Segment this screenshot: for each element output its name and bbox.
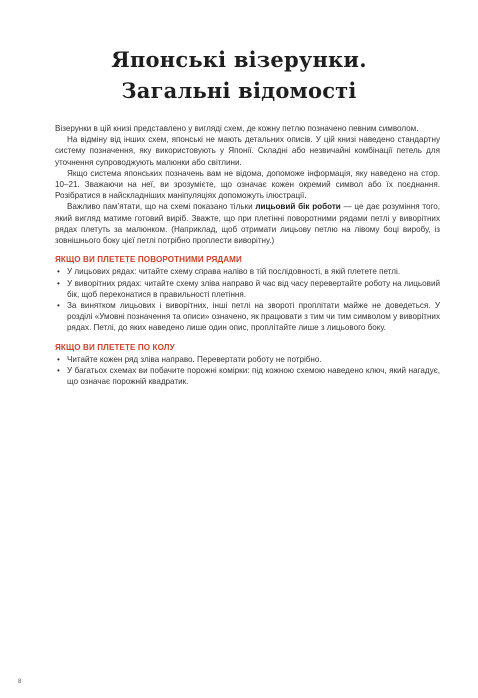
bullet-icon: •	[57, 301, 60, 311]
intro-paragraph-3: Якщо система японських позначень вам не відома, допоможе інформація, яку наведено на стор. 10–21. Зважаючи на неї, ви зрозумієте, що означає кожен окремий символ або їх поєднання. Розібратися в найскладніших маніпуляціях допоможуть ілюстрації.	[55, 168, 440, 201]
list-item	[55, 266, 440, 277]
section-heading-round: ЯКЩО ВИ ПЛЕТЕТЕ ПО КОЛУ	[55, 342, 175, 352]
intro-paragraph-4-start: Важливо пам’ятати, що на схемі показано тільки	[67, 202, 256, 212]
list-item-text: За винятком лицьових і виворітних, інші петлі на звороті проплітати майже не доведеться. У розділі «Умовні позначення та описи» означено, як працювати з тим чи тим символом у виворітних рядах. Петлі, до яких наведено лише один опис, проплітайте лише з лицьового боку.	[67, 301, 440, 333]
list-item	[55, 365, 440, 387]
bullet-icon: •	[57, 278, 60, 288]
list-item-text: У багатьох схемах ви побачите порожні комірки: під кожною схемою наведено ключ, який нагадує, що означає порожній квадратик.	[67, 366, 440, 387]
round-bullet-list	[55, 354, 440, 388]
list-item-text: Читайте кожен ряд зліва направо. Перевертати роботу не потрібно.	[67, 354, 322, 364]
list-item	[55, 278, 440, 300]
bullet-icon: •	[57, 267, 60, 277]
bullet-icon: •	[57, 366, 60, 376]
page-number: 8	[18, 679, 22, 685]
page-title-line-1: Японські візерунки.	[111, 47, 367, 73]
list-item	[55, 300, 440, 334]
rows-bullet-list	[55, 266, 440, 333]
list-item-text: У виворітних рядах: читайте схему зліва направо й час від часу перевертайте роботу на лицьовий бік, щоб переконатися в правильності плетіння.	[67, 278, 440, 299]
bullet-icon: •	[57, 354, 60, 364]
page-title	[40, 44, 438, 106]
intro-paragraph-1: Візерунки в цій книзі представлено у вигляді схем, де кожну петлю позначено певним символом.	[55, 124, 419, 133]
section-heading-rows: ЯКЩО ВИ ПЛЕТЕТЕ ПОВОРОТНИМИ РЯДАМИ	[55, 255, 242, 265]
intro-paragraph-4	[55, 201, 440, 246]
intro-paragraph-4-emphasis: лицьовий бік роботи	[255, 202, 341, 212]
list-item-text: У лицьових рядах: читайте схему справа наліво в тій послідовності, в якій плетете петлі.	[67, 267, 401, 277]
intro-paragraph-2: На відміну від інших схем, японські не мають детальних описів. У цій книзі наведено стандартну систему позначення, яку використовують у Японії. Складні або незвичайні комбінації петель для уточнення супроводжують малюнки або світлини.	[55, 135, 440, 167]
intro-paragraph-4-end: — це дає розуміння того, який вигляд матиме готовий виріб. Зважте, що при плетінні поворотними рядами петлі у виворітних рядах плетуть за малюнком. (Наприклад, щоб отримати лицьову петлю на лівому боці виробу, із зовнішнього боку цієї петлі потрібно проплести виворітну.)	[55, 202, 440, 246]
list-item	[55, 354, 440, 365]
body-content	[55, 123, 440, 387]
page-title-line-2: Загальні відомості	[121, 78, 357, 104]
